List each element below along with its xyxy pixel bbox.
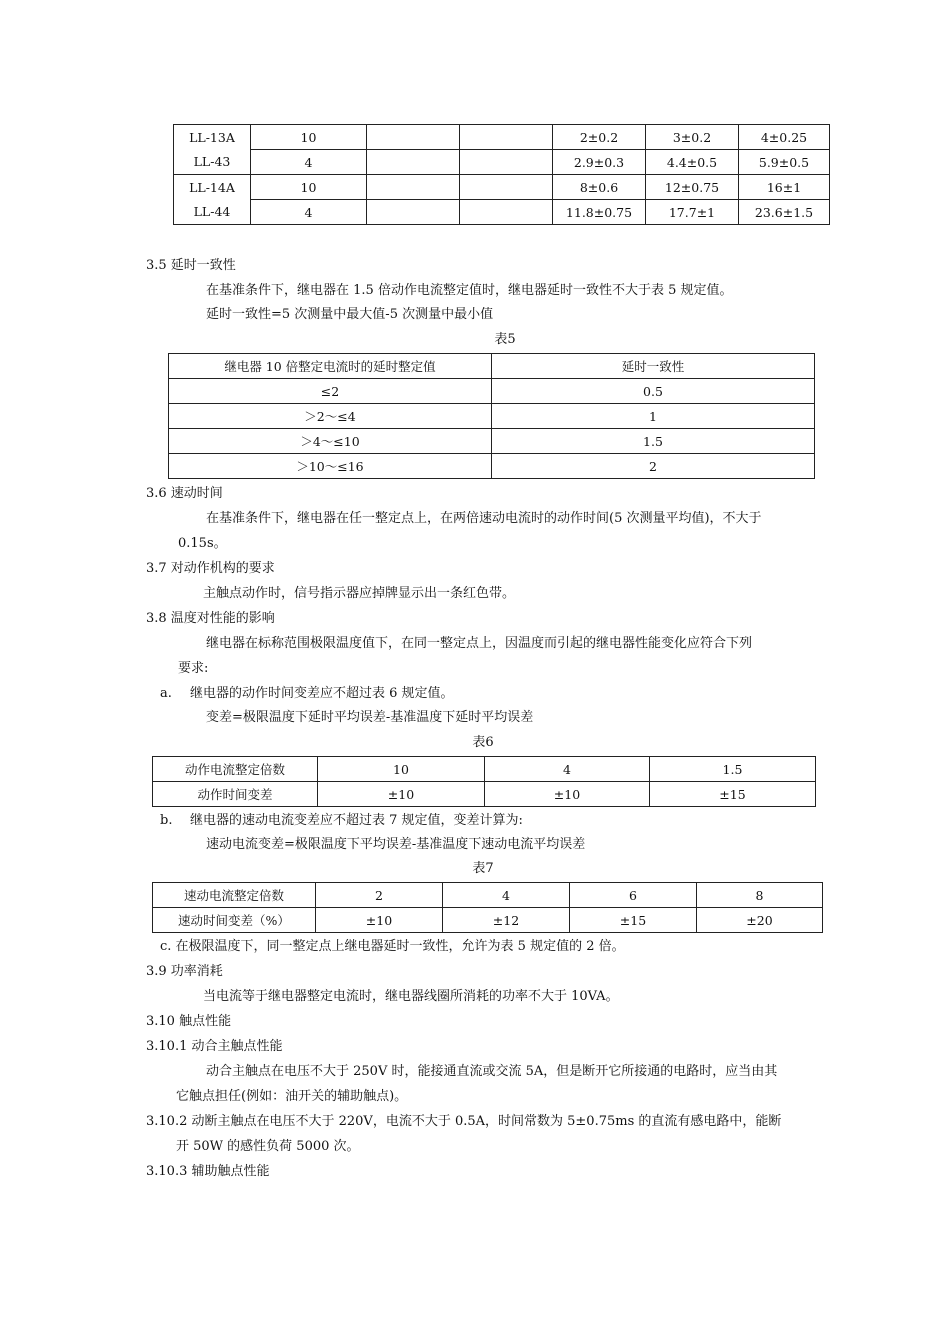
table-row: 速动时间变差（%） ±10 ±12 ±15 ±20 xyxy=(153,908,823,933)
paragraph: 当电流等于继电器整定电流时，继电器线圈所消耗的功率不大于 10VA。 xyxy=(203,989,619,1004)
table-caption: 表6 xyxy=(472,735,494,750)
table-row: ＞4～≤10 1.5 xyxy=(169,429,815,454)
table-5 xyxy=(168,353,815,479)
paragraph: 在基准条件下，继电器在任一整定点上，在两倍速动电流时的动作时间(5 次测量平均值)，不大于 xyxy=(206,511,762,526)
paragraph: 主触点动作时，信号指示器应掉牌显示出一条红色带。 xyxy=(203,586,516,601)
model-cell: LL-14A xyxy=(174,175,251,200)
list-label: b. xyxy=(160,813,173,828)
paragraph: 0.15s。 xyxy=(178,536,227,551)
table-6 xyxy=(152,756,816,807)
table-row: 动作电流整定倍数 10 4 1.5 xyxy=(153,757,816,782)
table-7 xyxy=(152,882,823,933)
table-row: ＞2～≤4 1 xyxy=(169,404,815,429)
section-heading-3-5: 3.5 延时一致性 xyxy=(146,258,236,273)
table-row: 速动电流整定倍数 2 4 6 8 xyxy=(153,883,823,908)
section-heading-3-9: 3.9 功率消耗 xyxy=(146,964,223,979)
table-caption: 表5 xyxy=(494,332,516,347)
relay-spec-table xyxy=(173,124,830,225)
formula: 延时一致性=5 次测量中最大值-5 次测量中最小值 xyxy=(206,307,494,322)
subsection-heading-3-10-3: 3.10.3 辅助触点性能 xyxy=(146,1164,270,1179)
list-item: 继电器的动作时间变差应不超过表 6 规定值。 xyxy=(190,686,454,701)
table-row: LL-43 4 2.9±0.3 4.4±0.5 5.9±0.5 xyxy=(174,150,830,175)
formula: 速动电流变差=极限温度下平均误差-基准温度下速动电流平均误差 xyxy=(206,837,586,852)
formula: 变差=极限温度下延时平均误差-基准温度下延时平均误差 xyxy=(206,710,534,725)
list-item: 继电器的速动电流变差应不超过表 7 规定值，变差计算为: xyxy=(190,813,523,828)
table-row: LL-14A 10 8±0.6 12±0.75 16±1 xyxy=(174,175,830,200)
list-label: a. xyxy=(160,686,172,701)
section-heading-3-8: 3.8 温度对性能的影响 xyxy=(146,611,275,626)
table-row: LL-13A 10 2±0.2 3±0.2 4±0.25 xyxy=(174,125,830,150)
table-row: ＞10～≤16 2 xyxy=(169,454,815,479)
table-caption: 表7 xyxy=(472,861,494,876)
list-item: c. 在极限温度下，同一整定点上继电器延时一致性，允许为表 5 规定值的 2 倍。 xyxy=(160,939,625,954)
paragraph: 要求: xyxy=(178,661,209,676)
table-row: 动作时间变差 ±10 ±10 ±15 xyxy=(153,782,816,807)
paragraph: 动合主触点在电压不大于 250V 时，能接通直流或交流 5A，但是断开它所接通的电路时，应当由其 xyxy=(206,1064,778,1079)
paragraph: 它触点担任(例如：油开关的辅助触点)。 xyxy=(176,1089,408,1104)
subsection-heading-3-10-1: 3.10.1 动合主触点性能 xyxy=(146,1039,283,1054)
table-header-row: 继电器 10 倍整定电流时的延时整定值 延时一致性 xyxy=(169,354,815,379)
paragraph: 在基准条件下，继电器在 1.5 倍动作电流整定值时，继电器延时一致性不大于表 5 规定值。 xyxy=(206,283,733,298)
paragraph: 开 50W 的感性负荷 5000 次。 xyxy=(176,1139,360,1154)
table-row: LL-44 4 11.8±0.75 17.7±1 23.6±1.5 xyxy=(174,200,830,225)
model-cell: LL-44 xyxy=(174,200,251,225)
model-cell: LL-43 xyxy=(174,150,251,175)
table-row: ≤2 0.5 xyxy=(169,379,815,404)
paragraph: 3.10.2 动断主触点在电压不大于 220V，电流不大于 0.5A，时间常数为 5±0.75ms 的直流有感电路中，能断 xyxy=(146,1114,782,1129)
section-heading-3-10: 3.10 触点性能 xyxy=(146,1014,232,1029)
section-heading-3-6: 3.6 速动时间 xyxy=(146,486,223,501)
model-cell: LL-13A xyxy=(174,125,251,150)
section-heading-3-7: 3.7 对动作机构的要求 xyxy=(146,561,275,576)
paragraph: 继电器在标称范围极限温度值下，在同一整定点上，因温度而引起的继电器性能变化应符合下列 xyxy=(206,636,753,651)
